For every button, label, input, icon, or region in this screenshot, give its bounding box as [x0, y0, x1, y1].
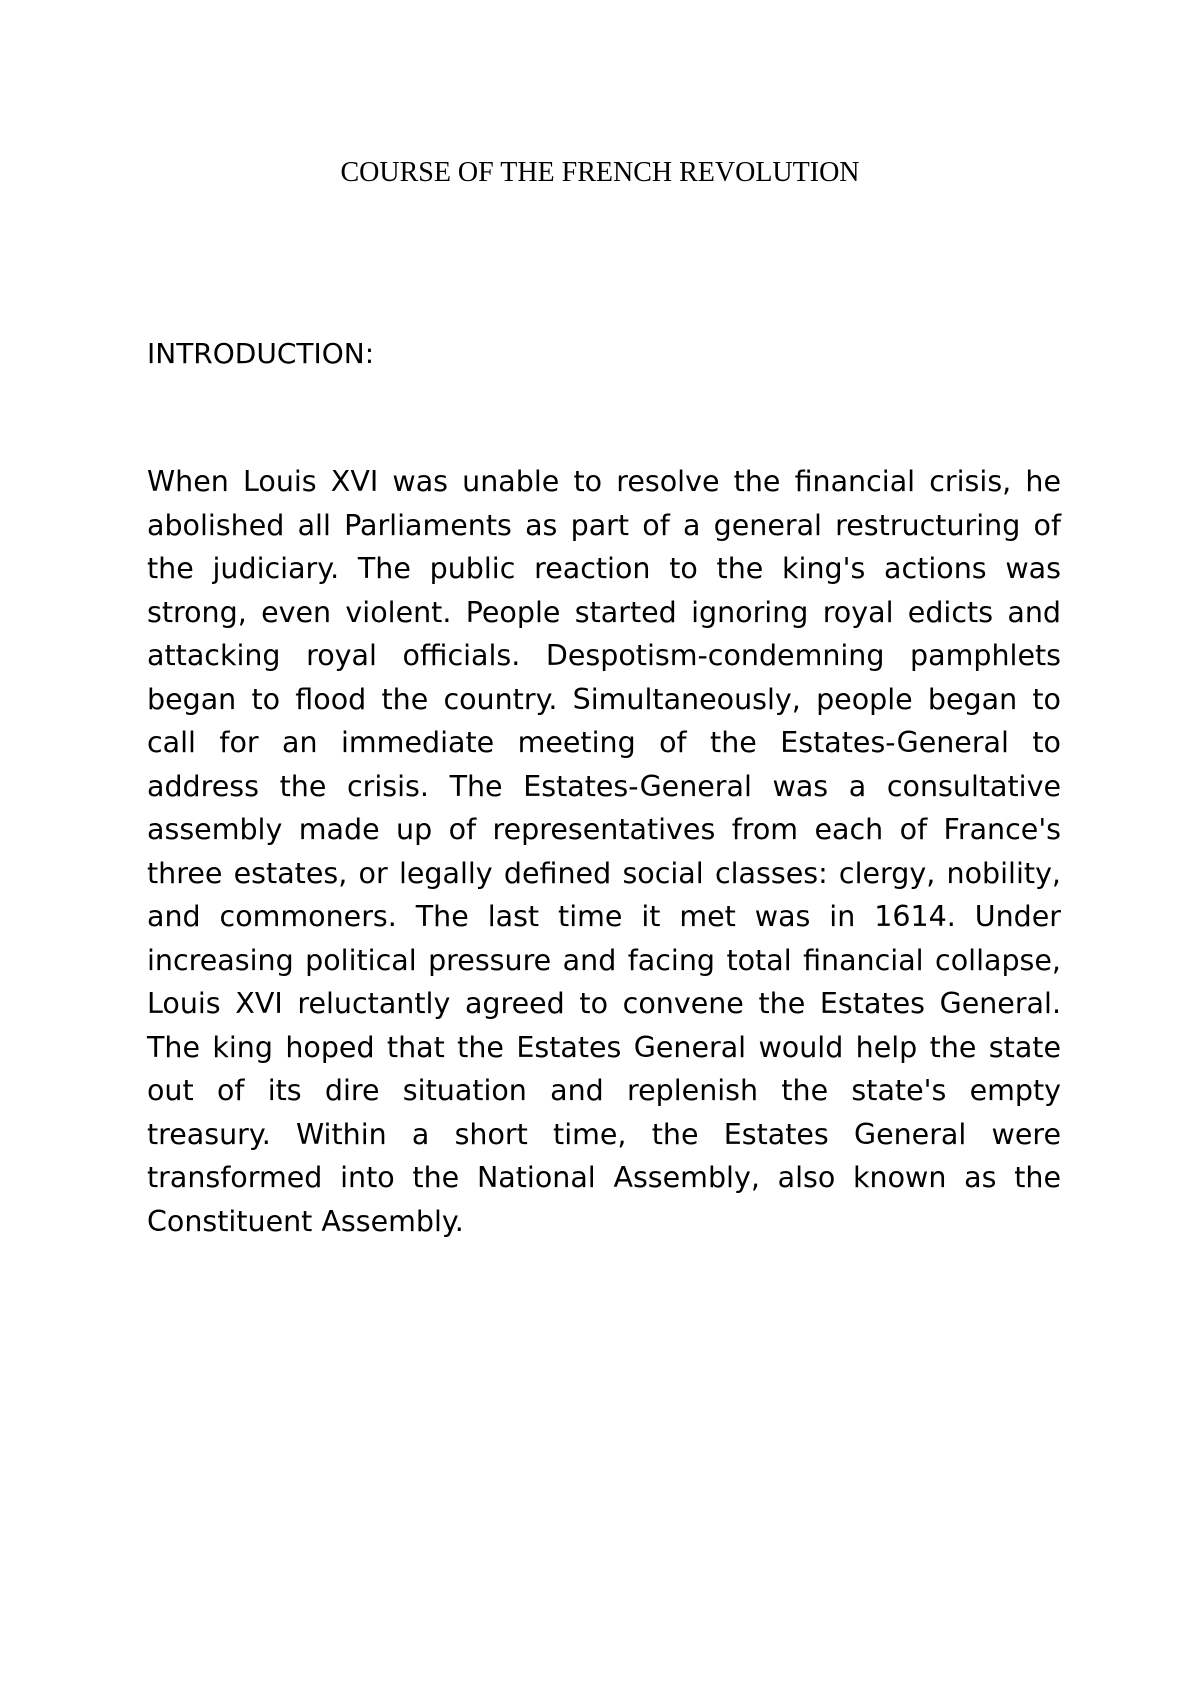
document-title: COURSE OF THE FRENCH REVOLUTION — [340, 157, 860, 188]
section-heading: INTRODUCTION: — [147, 337, 375, 370]
body-paragraph: When Louis XVI was unable to resolve the financial crisis, he abolished all Parliaments as part of a general restructuring of the judiciary. The public reaction to the king's actions was strong, even violent. People started ignoring royal edicts and attacking royal officials. Despotism-condemning pamphlets began to flood the country. Simultaneously, people began to call for an immediate meeting of the Estates-General to address the crisis. The Estates-General was a consultative assembly made up of representatives from each of France's three estates, or legally defined social classes: clergy, nobility, and commoners. The last time it met was in 1614. Under increasing political pressure and facing total financial collapse, Louis XVI reluctantly agreed to convene the Estates General. The king hoped that the Estates General would help the state out of its dire situation and replenish the state's empty treasury. Within a short time, the Estates General were transformed into the National Assembly, also known as the Constituent Assembly. — [147, 465, 1061, 1238]
